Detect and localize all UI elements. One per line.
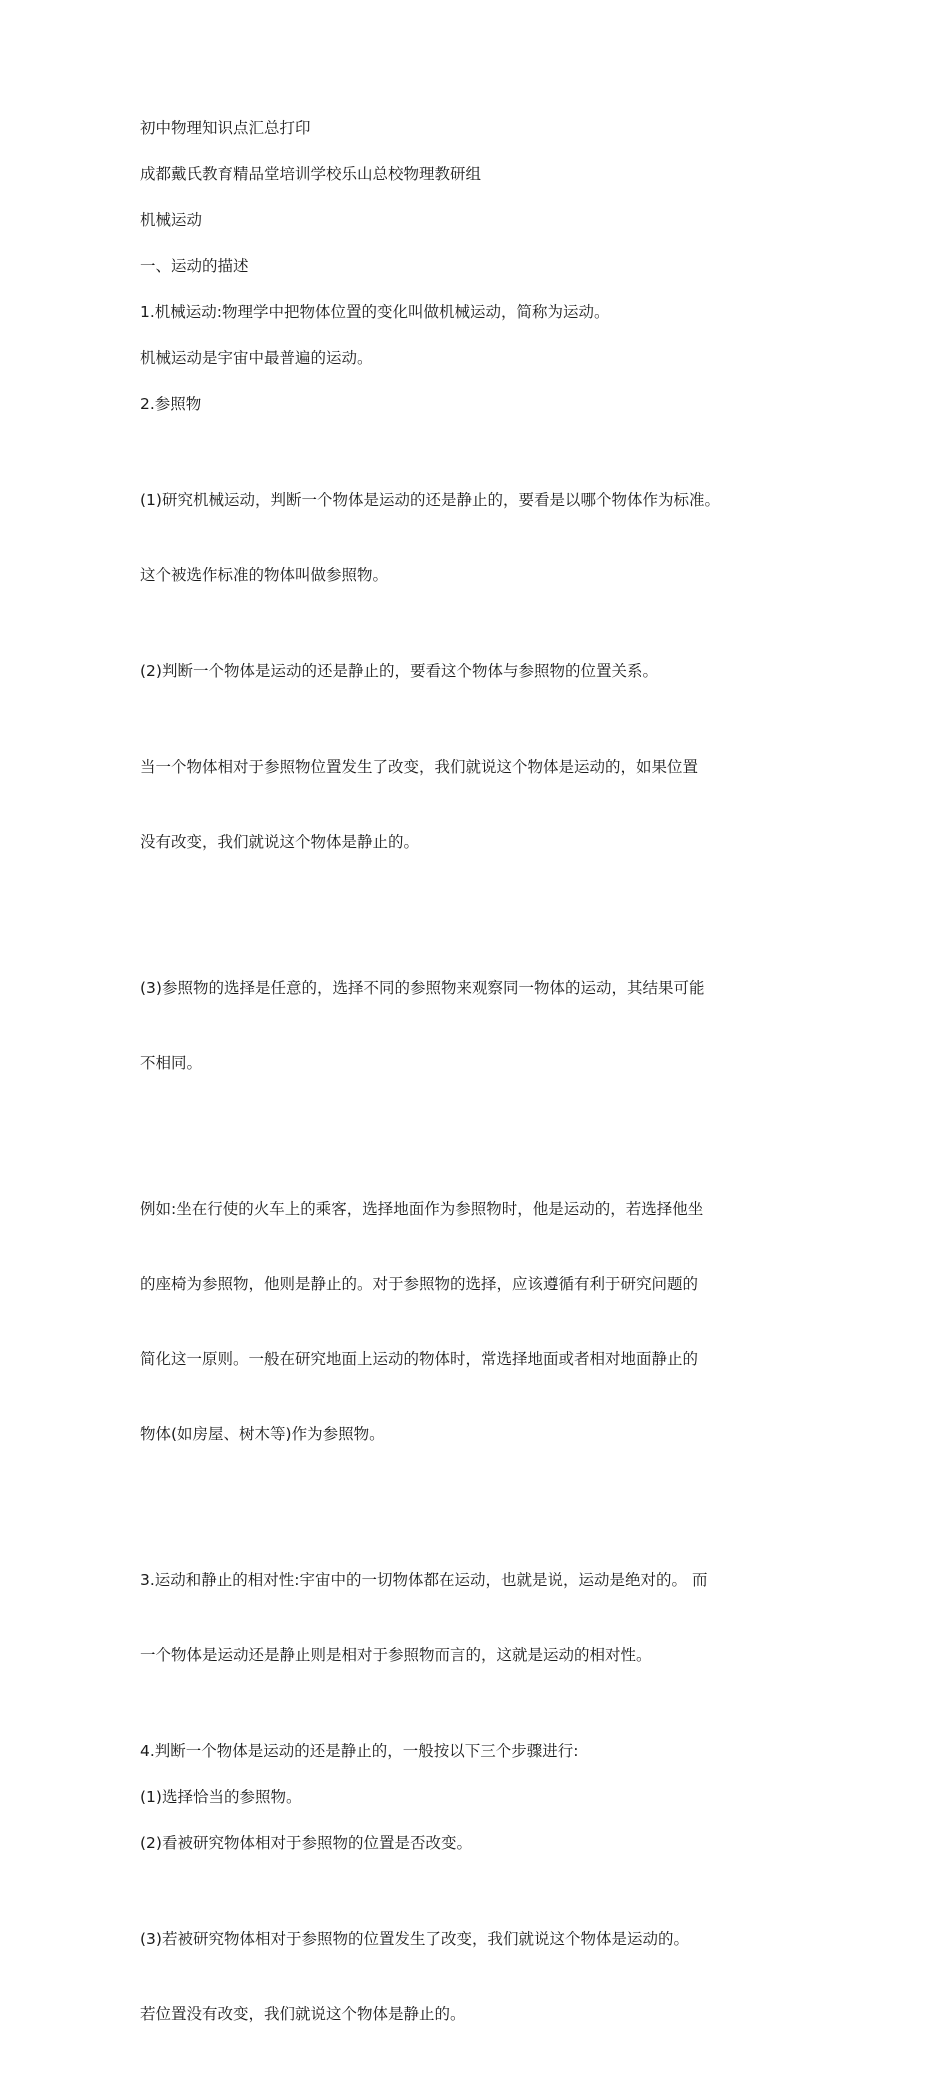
paragraph-line: 的座椅为参照物，他则是静止的。对于参照物的选择，应该遵循有利于研究问题的 xyxy=(140,1275,699,1293)
section-heading: 一、运动的描述 xyxy=(140,257,249,275)
paragraph-1: 1.机械运动:物理学中把物体位置的变化叫做机械运动，简称为运动。 xyxy=(140,303,610,321)
subheading-reference-object: 2.参照物 xyxy=(140,395,202,413)
paragraph-2: 机械运动是宇宙中最普遍的运动。 xyxy=(140,349,373,367)
paragraph-5: (2)判断一个物体是运动的还是静止的，要看这个物体与参照物的位置关系。 xyxy=(140,662,658,680)
paragraph-6 xyxy=(140,705,820,905)
paragraph-7 xyxy=(140,926,820,1126)
paragraph-line: 例如:坐在行使的火车上的乘客，选择地面作为参照物时，他是运动的，若选择他坐 xyxy=(140,1200,704,1218)
paragraph-9 xyxy=(140,1518,820,1718)
paragraph-12: (2)看被研究物体相对于参照物的位置是否改变。 xyxy=(140,1834,472,1852)
paragraph-10: 4.判断一个物体是运动的还是静止的，一般按以下三个步骤进行: xyxy=(140,1742,579,1760)
paragraph-line: 一个物体是运动还是静止则是相对于参照物而言的，这就是运动的相对性。 xyxy=(140,1646,652,1664)
paragraph-line: 这个被选作标准的物体叫做参照物。 xyxy=(140,566,389,584)
document-page xyxy=(140,116,820,2077)
paragraph-line: 当一个物体相对于参照物位置发生了改变，我们就说这个物体是运动的，如果位置 xyxy=(140,758,699,776)
paragraph-4 xyxy=(140,438,820,638)
paragraph-line: 简化这一原则。一般在研究地面上运动的物体时，常选择地面或者相对地面静止的 xyxy=(140,1350,699,1368)
paragraph-line: 不相同。 xyxy=(140,1054,203,1072)
paragraph-line: 没有改变，我们就说这个物体是静止的。 xyxy=(140,833,420,851)
paragraph-line: (3)参照物的选择是任意的，选择不同的参照物来观察同一物体的运动，其结果可能 xyxy=(140,979,705,997)
document-title: 初中物理知识点汇总打印 xyxy=(140,119,311,137)
document-author: 成都戴氏教育精品堂培训学校乐山总校物理教研组 xyxy=(140,165,482,183)
paragraph-line: 3.运动和静止的相对性:宇宙中的一切物体都在运动，也就是说，运动是绝对的。 而 xyxy=(140,1571,708,1589)
paragraph-line: (1)研究机械运动，判断一个物体是运动的还是静止的，要看是以哪个物体作为标准。 xyxy=(140,491,720,509)
paragraph-13 xyxy=(140,1877,820,2077)
paragraph-8 xyxy=(140,1147,820,1497)
chapter-heading: 机械运动 xyxy=(140,211,203,229)
paragraph-line: (3)若被研究物体相对于参照物的位置发生了改变，我们就说这个物体是运动的。 xyxy=(140,1930,689,1948)
paragraph-11: (1)选择恰当的参照物。 xyxy=(140,1788,302,1806)
paragraph-line: 若位置没有改变，我们就说这个物体是静止的。 xyxy=(140,2005,466,2023)
paragraph-line: 物体(如房屋、树木等)作为参照物。 xyxy=(140,1425,385,1443)
